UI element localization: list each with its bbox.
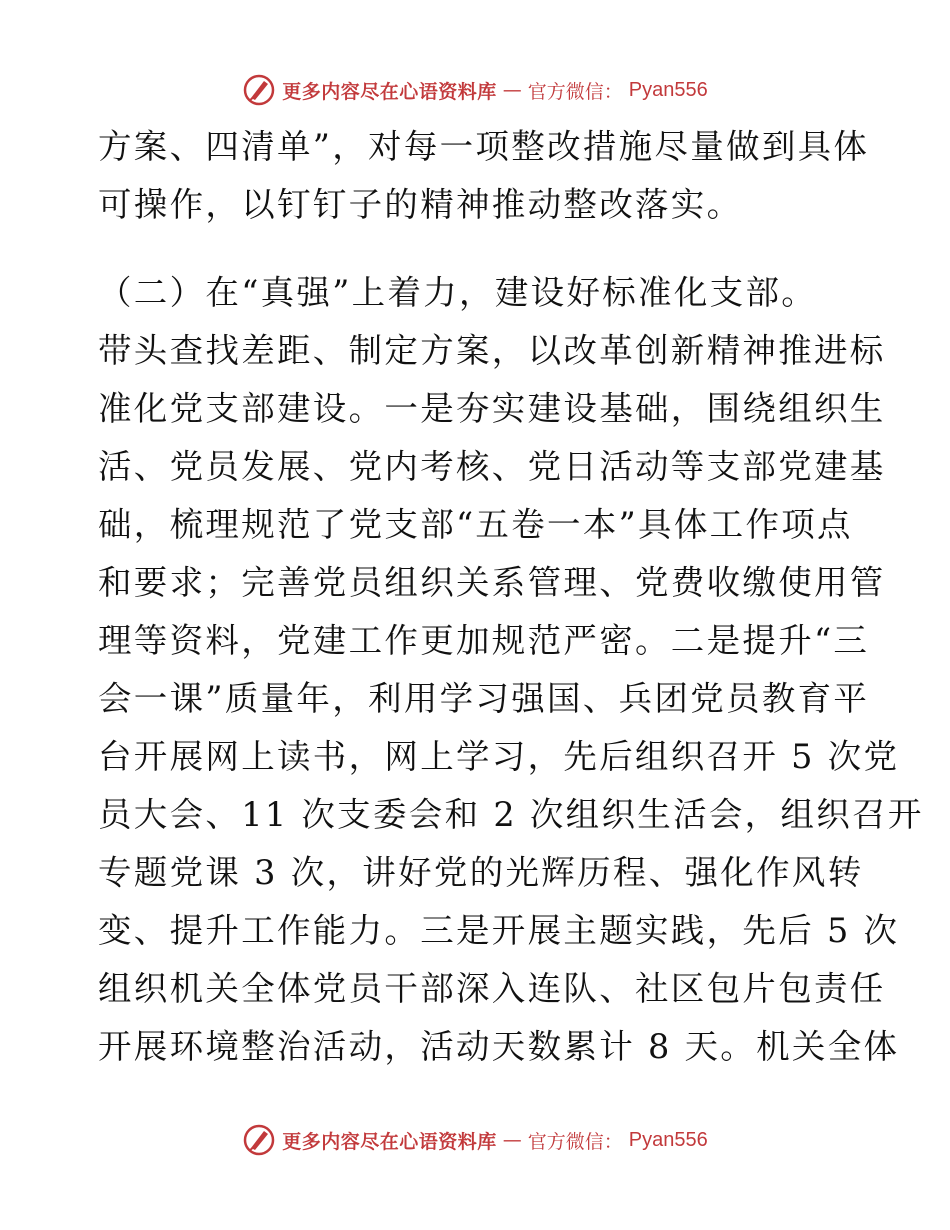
footer-watermark [0, 1120, 950, 1160]
text-line: 会一课”质量年，利用学习强国、兵团党员教育平 [98, 679, 870, 718]
watermark-site-text: 更多内容尽在心语资料库 [282, 1130, 497, 1153]
text-line: 理等资料，党建工作更加规范严密。二是提升“三 [98, 621, 870, 660]
text-line: 础，梳理规范了党支部“五卷一本”具体工作项点 [98, 505, 853, 544]
quill-logo-icon [242, 73, 276, 107]
text-line: 变、提升工作能力。三是开展主题实践，先后 5 次 [98, 911, 900, 950]
text-line: 带头查找差距、制定方案，以改革创新精神推进标 [98, 331, 886, 370]
text-line: 活、党员发展、党内考核、党日活动等支部党建基 [98, 447, 886, 486]
quill-logo-icon [242, 1123, 276, 1157]
watermark-wechat-id: Pyan556 [628, 78, 708, 101]
text-line: 开展环境整治活动，活动天数累计 8 天。机关全体 [98, 1027, 900, 1066]
paragraph-1 [98, 118, 870, 234]
text-line: 专题党课 3 次，讲好党的光辉历程、强化作风转 [98, 853, 864, 892]
text-line: 台开展网上读书，网上学习，先后组织召开 5 次党 [98, 737, 900, 776]
section-heading: （二）在“真强”上着力，建设好标准化支部。 [98, 273, 818, 312]
watermark-official-label: 官方微信： [527, 1130, 623, 1153]
text-line: 方案、四清单”，对每一项整改措施尽量做到具体 [98, 127, 870, 166]
watermark-separator: — [502, 79, 522, 101]
watermark-separator: — [502, 1129, 522, 1151]
document-body [98, 118, 924, 1076]
text-line: 员大会、11 次支委会和 2 次组织生活会，组织召开 [98, 795, 924, 834]
paragraph-2 [98, 264, 924, 1076]
header-watermark [0, 70, 950, 110]
text-line: 准化党支部建设。一是夯实建设基础，围绕组织生 [98, 389, 886, 428]
watermark-site-text: 更多内容尽在心语资料库 [282, 80, 497, 103]
text-line: 可操作，以钉钉子的精神推动整改落实。 [98, 185, 743, 224]
text-line: 和要求；完善党员组织关系管理、党费收缴使用管 [98, 563, 886, 602]
watermark-wechat-id: Pyan556 [628, 1128, 708, 1151]
watermark-official-label: 官方微信： [527, 80, 623, 103]
text-line: 组织机关全体党员干部深入连队、社区包片包责任 [98, 969, 886, 1008]
